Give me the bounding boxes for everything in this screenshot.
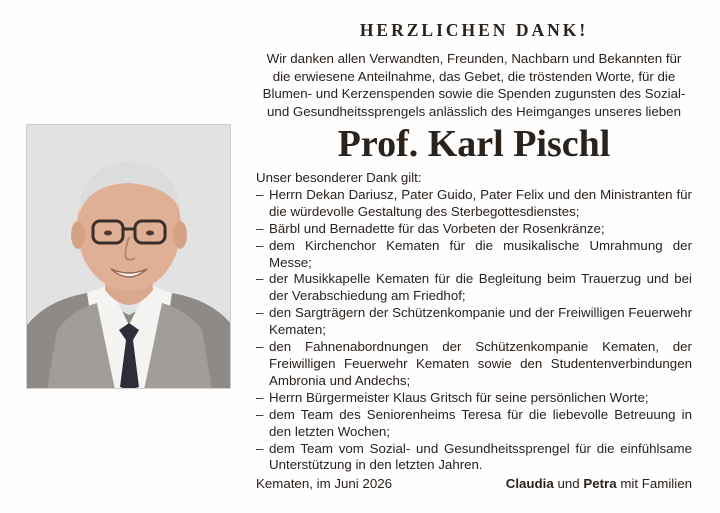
signer-name-1: Claudia xyxy=(505,476,554,491)
thanks-lead: Unser besonderer Dank gilt: xyxy=(256,170,422,185)
list-item: – Herrn Bürgermeister Klaus Gritsch für seine persönlichen Worte; xyxy=(256,390,692,407)
list-item: – Bärbl und Bernadette für das Vorbeten der Rosenkränze; xyxy=(256,221,692,238)
list-item: – dem Team vom Sozial- und Gesundheitssprengel für die einfühlsame Unterstützung in den letzten Jahren. xyxy=(256,441,692,475)
intro-paragraph: Wir danken allen Verwandten, Freunden, Nachbarn und Bekannten für die erwiesene Anteilnahme, das Gebet, die tröstenden Worte, für die Blumen- und Kerzenspenden sowie die Spenden zugunsten des Sozial- und Gesundheitssprengels anlässlich des Heimganges unseres lieben xyxy=(262,51,686,120)
notice-heading: HERZLICHEN DANK! xyxy=(359,20,589,40)
list-item: – dem Kirchenchor Kematen für die musikalische Umrahmung der Messe; xyxy=(256,238,692,272)
list-item: – der Musikkapelle Kematen für die Begleitung beim Trauerzug und bei der Verabschiedung am Friedhof; xyxy=(256,271,692,305)
signature xyxy=(506,476,692,491)
list-item: – Herrn Dekan Dariusz, Pater Guido, Pater Felix und den Ministranten für die würdevolle Gestaltung des Sterbegottesdienstes; xyxy=(256,187,692,221)
signer-suffix: mit Familien xyxy=(620,476,692,491)
portrait-photo xyxy=(26,124,231,389)
thanks-section xyxy=(256,170,692,474)
list-item: – den Sargträgern der Schützenkompanie und der Freiwilligen Feuerwehr Kematen; xyxy=(256,305,692,339)
deceased-name: Prof. Karl Pischl xyxy=(337,123,611,165)
notice-footer xyxy=(256,476,692,491)
signer-and: und xyxy=(557,476,580,491)
signer-name-2: Petra xyxy=(583,476,617,491)
list-item: – dem Team des Seniorenheims Teresa für die liebevolle Betreuung in den letzten Wochen; xyxy=(256,407,692,441)
thanks-list xyxy=(256,187,692,474)
list-item: – den Fahnenabordnungen der Schützenkompanie Kematen, der Freiwilligen Feuerwehr Kematen sowie den Studentenverbindungen Ambronia und Andechs; xyxy=(256,339,692,390)
place-date: Kematen, im Juni 2026 xyxy=(256,476,393,491)
